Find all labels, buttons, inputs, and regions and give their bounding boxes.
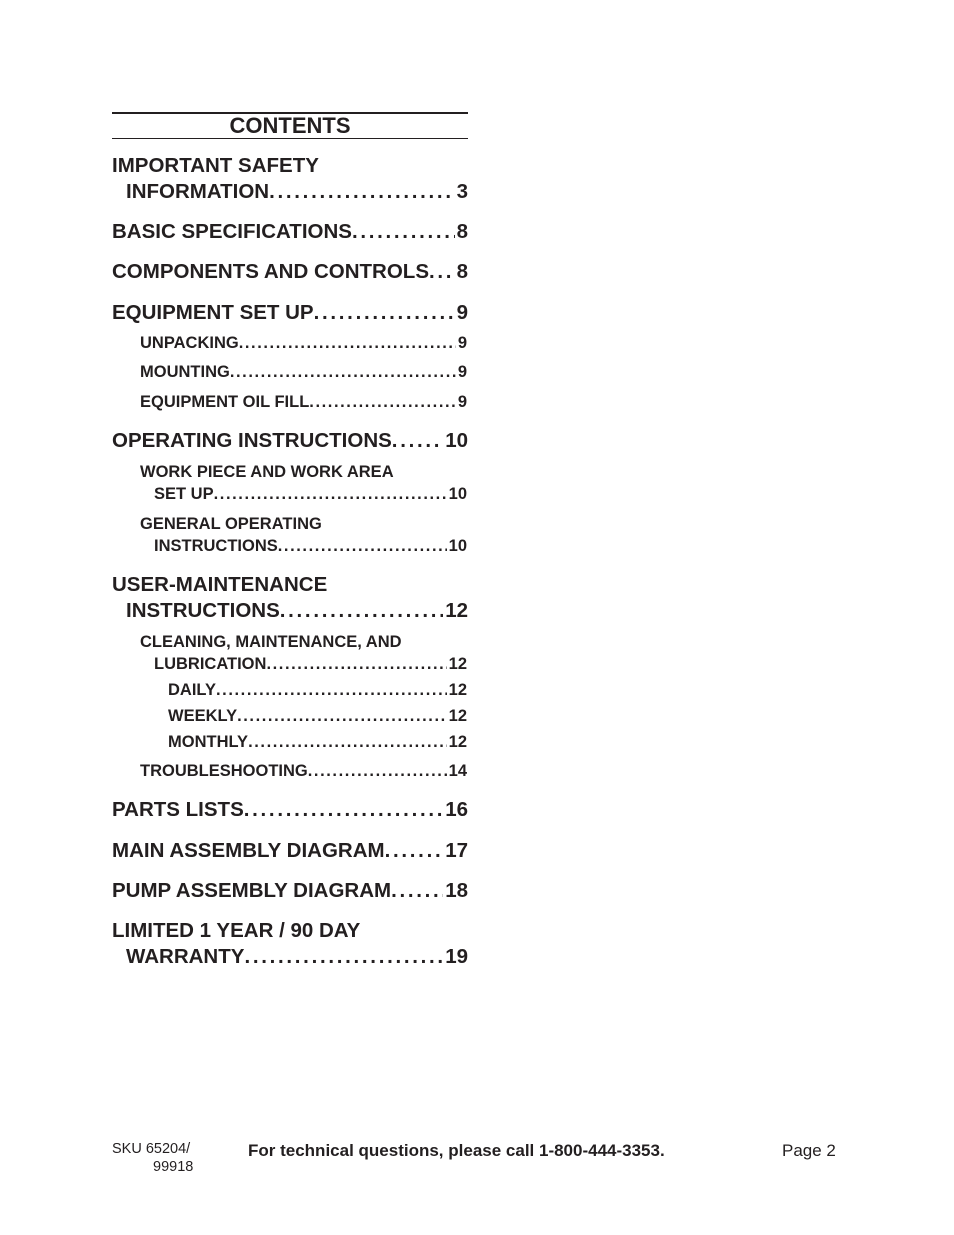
toc-entry-title: MAIN ASSEMBLY DIAGRAM xyxy=(112,839,385,862)
toc-leader xyxy=(216,679,447,701)
toc-entry-title: DAILY xyxy=(168,681,216,699)
toc-page-number: 10 xyxy=(448,485,467,503)
toc-entry-title: USER-MAINTENANCE xyxy=(112,573,328,596)
toc-page-number: 12 xyxy=(448,681,467,699)
toc-entry-title: IMPORTANT SAFETY xyxy=(112,154,319,177)
toc-leader xyxy=(280,598,443,624)
toc-page-number: 12 xyxy=(448,707,467,725)
toc-entry-title-cont: INSTRUCTIONS xyxy=(154,537,278,555)
toc-entry-title: WORK PIECE AND WORK AREA xyxy=(140,463,394,481)
toc-entry-title: MONTHLY xyxy=(168,733,249,751)
toc-leader xyxy=(244,797,443,823)
toc-page-number: 17 xyxy=(445,839,468,862)
toc-entry-title: COMPONENTS AND CONTROLS xyxy=(112,260,429,283)
toc-entry-monthly[interactable] xyxy=(168,731,467,753)
toc-leader xyxy=(352,219,455,245)
page-title: CONTENTS xyxy=(112,112,468,139)
footer-page-number: Page 2 xyxy=(782,1141,836,1160)
toc-page-number: 9 xyxy=(457,334,467,352)
toc-entry-title-cont: INSTRUCTIONS xyxy=(126,599,280,622)
toc-entry-title-cont: WARRANTY xyxy=(126,945,245,968)
toc-entry-title: CLEANING, MAINTENANCE, AND xyxy=(140,633,402,651)
footer-tech-support: For technical questions, please call 1-800-444-3353. xyxy=(248,1141,665,1160)
toc-entry-pump-assembly-diagram[interactable] xyxy=(112,878,468,904)
toc-entry-user-maintenance-instructions[interactable] xyxy=(112,572,468,624)
toc-leader xyxy=(314,300,455,326)
toc-leader xyxy=(429,259,455,285)
toc-entry-title: TROUBLESHOOTING xyxy=(140,762,308,780)
toc-entry-title: EQUIPMENT OIL FILL xyxy=(140,393,310,411)
toc-entry-mounting[interactable] xyxy=(140,361,467,383)
toc-leader xyxy=(214,483,447,505)
toc-page-number: 12 xyxy=(445,599,468,622)
toc-entry-title-cont: LUBRICATION xyxy=(154,655,267,673)
toc-leader xyxy=(278,535,447,557)
toc-entry-title: WEEKLY xyxy=(168,707,238,725)
toc-page-number: 8 xyxy=(456,220,468,243)
footer-sku-line2: 99918 xyxy=(153,1159,194,1175)
toc-entry-main-assembly-diagram[interactable] xyxy=(112,838,468,864)
toc-leader xyxy=(248,731,447,753)
toc-entry-work-piece-and-work-area-set-up[interactable] xyxy=(140,461,467,505)
toc-entry-title: UNPACKING xyxy=(140,334,239,352)
toc-entry-cleaning-maintenance-lubrication[interactable] xyxy=(140,631,467,675)
toc-entry-title: PUMP ASSEMBLY DIAGRAM xyxy=(112,879,392,902)
toc-entry-limited-warranty[interactable] xyxy=(112,918,468,970)
toc-page-number: 19 xyxy=(445,945,468,968)
toc-leader xyxy=(269,179,454,205)
toc-entry-operating-instructions[interactable] xyxy=(112,428,468,454)
toc-entry-unpacking[interactable] xyxy=(140,332,467,354)
toc-entry-equipment-oil-fill[interactable] xyxy=(140,391,467,413)
toc-entry-parts-lists[interactable] xyxy=(112,797,468,823)
toc-page-number: 8 xyxy=(456,260,468,283)
toc-entry-title-cont: INFORMATION xyxy=(126,180,270,203)
toc-page-number: 9 xyxy=(456,301,468,324)
toc-page-number: 16 xyxy=(445,798,468,821)
toc-page-number: 9 xyxy=(457,393,467,411)
toc-leader xyxy=(239,332,456,354)
toc-page-number: 3 xyxy=(456,180,468,203)
toc-entry-title: PARTS LISTS xyxy=(112,798,244,821)
toc-entry-title: EQUIPMENT SET UP xyxy=(112,301,314,324)
toc-entry-weekly[interactable] xyxy=(168,705,467,727)
toc-entry-components-and-controls[interactable] xyxy=(112,259,468,285)
toc-page-number: 12 xyxy=(448,655,467,673)
toc-page-number: 10 xyxy=(445,429,468,452)
toc-leader xyxy=(237,705,447,727)
toc-leader xyxy=(391,878,443,904)
footer-sku xyxy=(112,1140,193,1176)
toc-page-number: 18 xyxy=(445,879,468,902)
toc-entry-title: BASIC SPECIFICATIONS xyxy=(112,220,352,243)
toc-page-number: 9 xyxy=(457,363,467,381)
toc-entry-equipment-set-up[interactable] xyxy=(112,300,468,326)
footer-sku-line1: SKU 65204/ xyxy=(112,1141,191,1157)
toc-entry-title: LIMITED 1 YEAR / 90 DAY xyxy=(112,919,361,942)
toc-leader xyxy=(309,391,456,413)
toc-leader xyxy=(392,428,443,454)
toc-leader xyxy=(266,653,446,675)
toc-page-number: 14 xyxy=(448,762,467,780)
toc-entry-title: MOUNTING xyxy=(140,363,230,381)
toc-entry-title-cont: SET UP xyxy=(154,485,214,503)
toc-entry-troubleshooting[interactable] xyxy=(140,760,467,782)
toc-entry-important-safety-information[interactable] xyxy=(112,153,468,205)
toc-leader xyxy=(385,838,444,864)
toc-leader xyxy=(230,361,456,383)
toc-entry-title: OPERATING INSTRUCTIONS xyxy=(112,429,392,452)
toc-entry-basic-specifications[interactable] xyxy=(112,219,468,245)
toc-leader xyxy=(308,760,447,782)
toc-page-number: 10 xyxy=(448,537,467,555)
toc-page-number: 12 xyxy=(448,733,467,751)
toc-entry-title: GENERAL OPERATING xyxy=(140,515,322,533)
toc-entry-general-operating-instructions[interactable] xyxy=(140,513,467,557)
toc-entry-daily[interactable] xyxy=(168,679,467,701)
toc-leader xyxy=(244,944,443,970)
